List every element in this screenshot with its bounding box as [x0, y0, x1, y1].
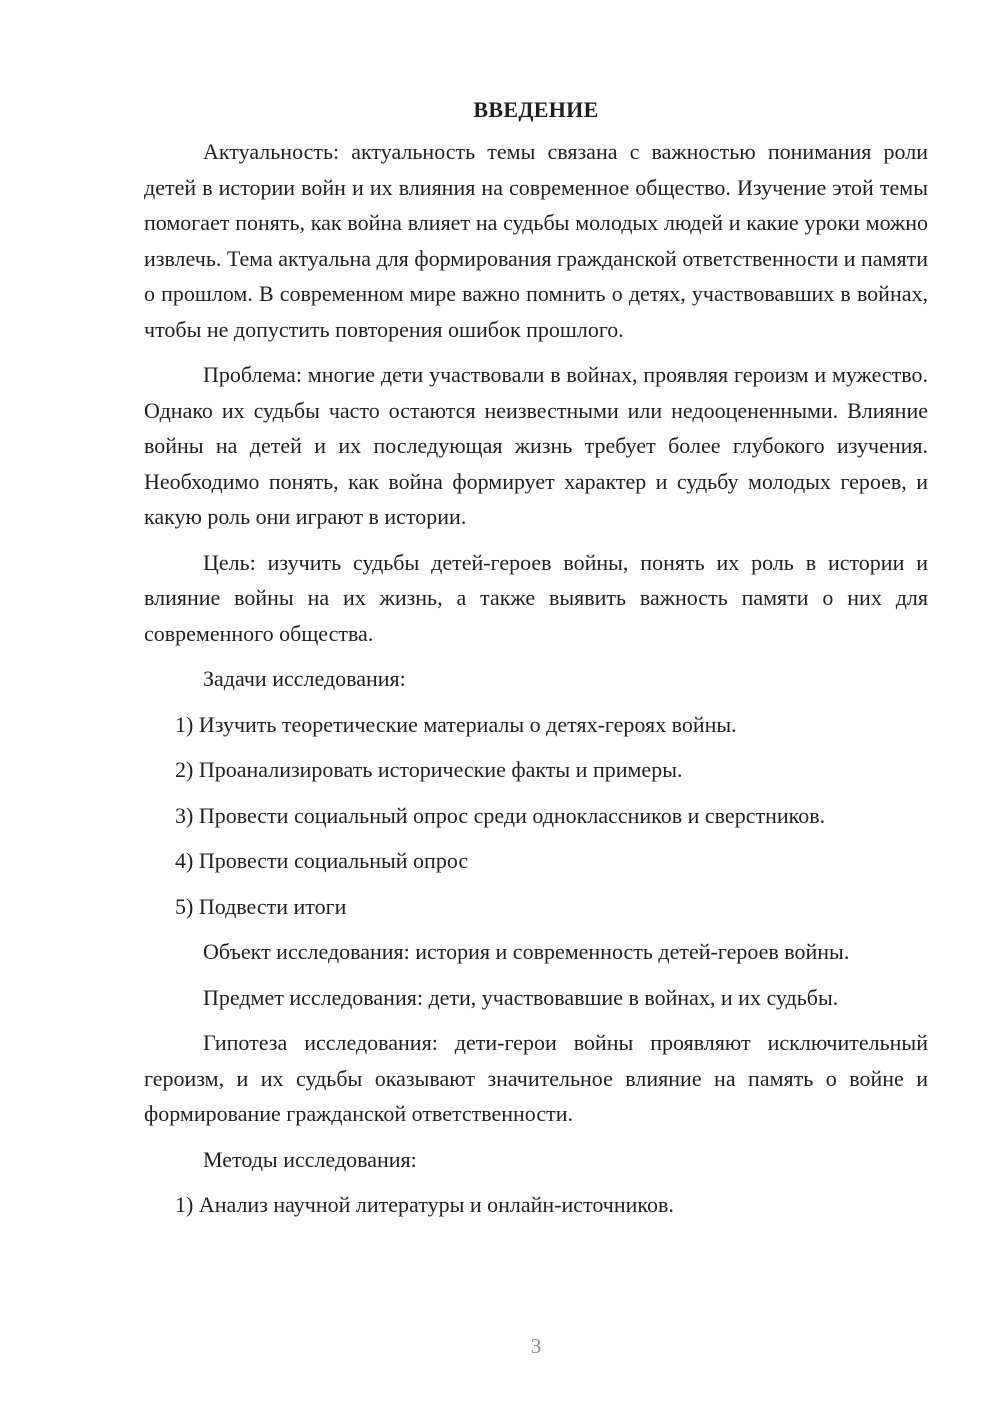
relevance-paragraph: Актуальность: актуальность темы связана с важностью понимания роли детей в истории войн и их влияния на современное общество. Изучение этой темы помогает понять, как война влияет на судьбы молодых людей и какие уроки можно извлечь. Тема актуальна для формирования гражданской ответственности и памяти о прошлом. В современном мире важно помнить о детях, участвовавших в войнах, чтобы не допустить повторения ошибок прошлого. [144, 139, 928, 342]
problem-paragraph: Проблема: многие дети участвовали в войнах, проявляя героизм и мужество. Однако их судьбы часто остаются неизвестными или недооцененными. Влияние войны на детей и их последующая жизнь требует более глубокого изучения. Необходимо понять, как война формирует характер и судьбу молодых героев, и какую роль они играют в истории. [144, 362, 928, 529]
hypothesis-paragraph: Гипотеза исследования: дети-герои войны проявляют исключительный героизм, и их судьбы оказывают значительное влияние на память о войне и формирование гражданской ответственности. [144, 1030, 928, 1126]
section-title: ВВЕДЕНИЕ [473, 97, 599, 122]
object-line: Объект исследования: история и современность детей-героев войны. [203, 939, 850, 964]
page-content [144, 92, 928, 1233]
tasks-heading: Задачи исследования: [203, 666, 406, 691]
task-item: 1) Изучить теоретические материалы о детях-героях войны. [175, 711, 737, 737]
task-item: 5) Подвести итоги [175, 893, 347, 919]
goal-paragraph: Цель: изучить судьбы детей-героев войны, понять их роль в истории и влияние войны на их жизнь, а также выявить важность памяти о них для современного общества. [144, 549, 928, 646]
method-item: 1) Анализ научной литературы и онлайн-источников. [175, 1192, 674, 1217]
task-item: 2) Проанализировать исторические факты и примеры. [175, 757, 683, 782]
task-item: 3) Провести социальный опрос среди одноклассников и сверстников. [175, 802, 826, 828]
subject-line: Предмет исследования: дети, участвовавшие в войнах, и их судьбы. [203, 984, 839, 1010]
methods-heading: Методы исследования: [203, 1146, 417, 1172]
task-item: 4) Провести социальный опрос [175, 848, 469, 873]
page-number: 3 [530, 1334, 542, 1358]
